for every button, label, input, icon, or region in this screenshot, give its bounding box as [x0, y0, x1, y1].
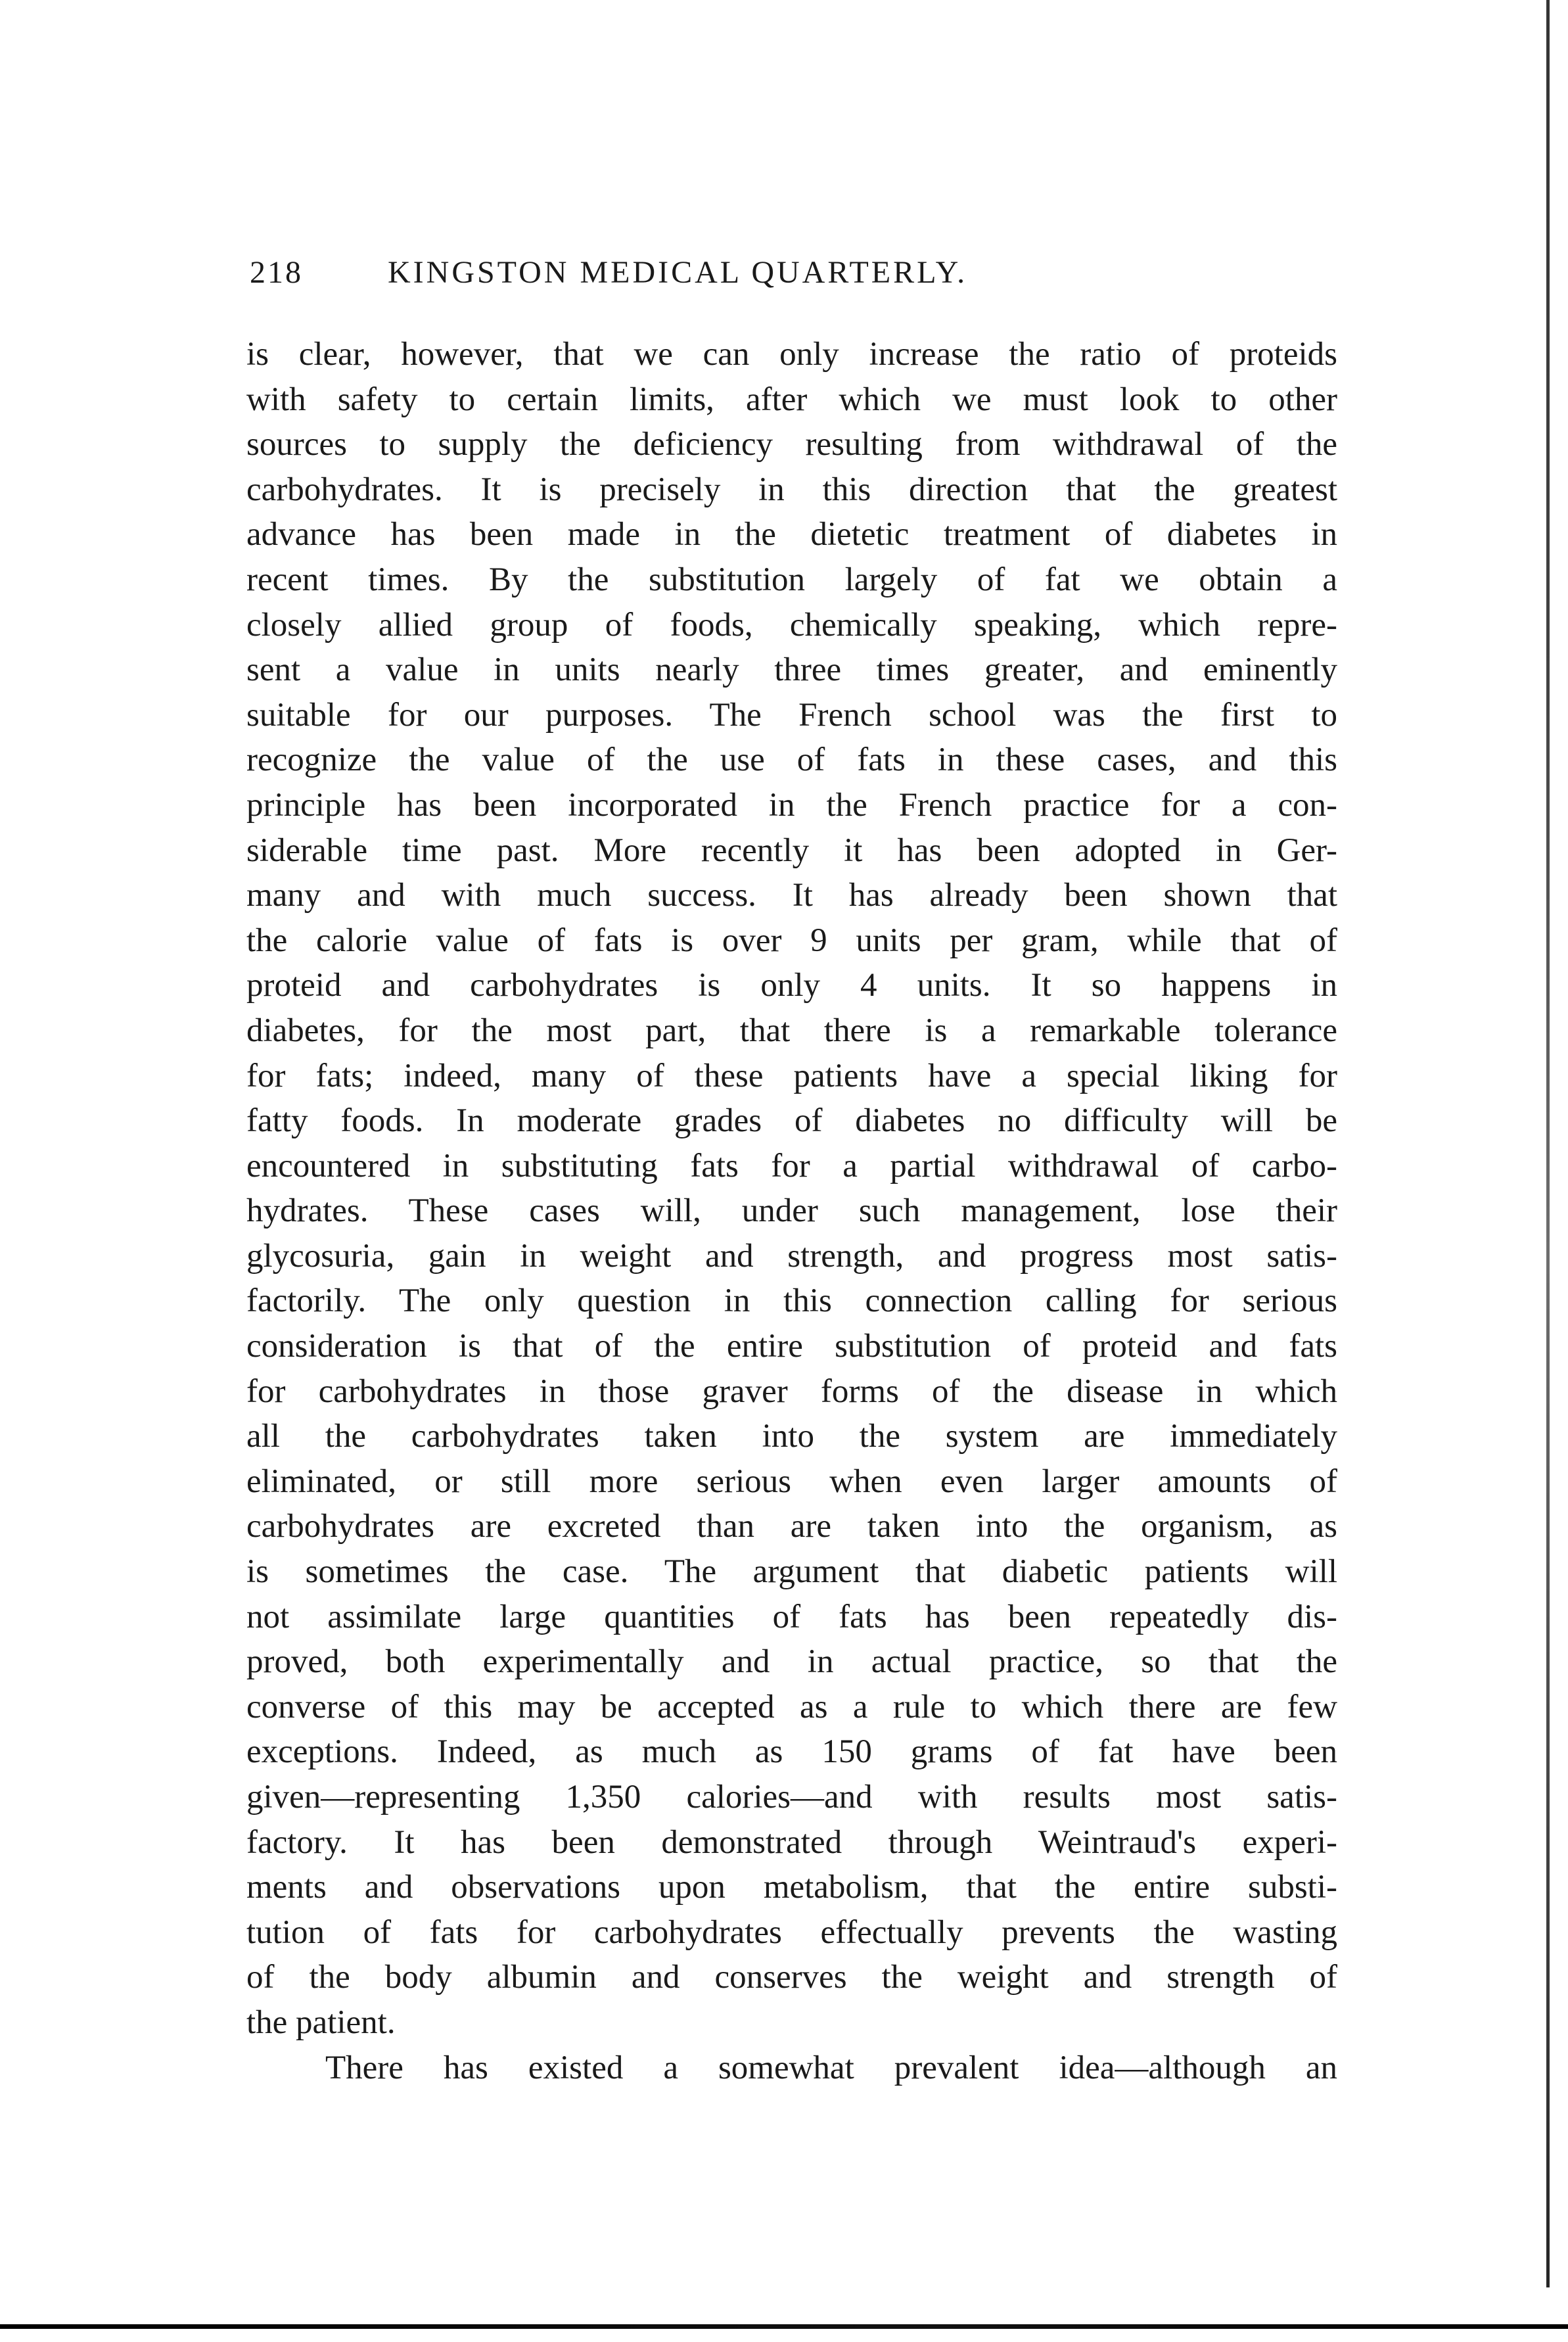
- text-line: fatty foods. In moderate grades of diabetes no difficulty will be: [246, 1102, 1337, 1140]
- text-line: for fats; indeed, many of these patients have a special liking for: [246, 1057, 1337, 1094]
- scan-right-edge-line: [1546, 0, 1550, 2287]
- text-line: principle has been incorporated in the French practice for a con-: [246, 786, 1337, 824]
- text-line: closely allied group of foods, chemically speaking, which repre-: [246, 606, 1337, 644]
- text-line: carbohydrates. It is precisely in this direction that the greatest: [246, 471, 1337, 508]
- text-line: ments and observations upon metabolism, that the entire substi-: [246, 1869, 1337, 1906]
- body-text: [246, 332, 1337, 2090]
- text-line-paragraph-start: There has existed a somewhat prevalent idea—although an: [325, 2049, 1337, 2086]
- text-line: the calorie value of fats is over 9 units per gram, while that of: [246, 922, 1337, 959]
- text-line: sent a value in units nearly three times greater, and eminently: [246, 651, 1337, 689]
- text-line: recognize the value of the use of fats in these cases, and this: [246, 741, 1337, 779]
- text-line: hydrates. These cases will, under such management, lose their: [246, 1192, 1337, 1230]
- text-line: diabetes, for the most part, that there is a remarkable tolerance: [246, 1012, 1337, 1049]
- text-line: exceptions. Indeed, as much as 150 grams of fat have been: [246, 1733, 1337, 1771]
- scan-bottom-edge-line: [0, 2324, 1568, 2329]
- text-line: converse of this may be accepted as a rule to which there are few: [246, 1688, 1337, 1725]
- text-line: is clear, however, that we can only increase the ratio of proteids: [246, 336, 1337, 373]
- text-line: recent times. By the substitution largely of fat we obtain a: [246, 561, 1337, 598]
- text-line: for carbohydrates in those graver forms of the disease in which: [246, 1372, 1337, 1410]
- text-line: advance has been made in the dietetic treatment of diabetes in: [246, 516, 1337, 553]
- text-line: given—representing 1,350 calories—and with results most satis-: [246, 1779, 1337, 1815]
- text-line: factorily. The only question in this connection calling for serious: [246, 1282, 1337, 1320]
- text-line: not assimilate large quantities of fats has been repeatedly dis-: [246, 1598, 1337, 1635]
- running-title: KINGSTON MEDICAL QUARTERLY.: [388, 255, 968, 290]
- page-number: 218: [250, 255, 303, 290]
- text-line-paragraph-end: the patient.: [246, 2003, 396, 2041]
- text-line: glycosuria, gain in weight and strength, and progress most satis-: [246, 1237, 1337, 1275]
- text-line: all the carbohydrates taken into the system are immediately: [246, 1418, 1337, 1455]
- text-line: many and with much success. It has already been shown that: [246, 877, 1337, 914]
- text-line: encountered in substituting fats for a partial withdrawal of carbo-: [246, 1147, 1337, 1184]
- text-line: is sometimes the case. The argument that diabetic patients will: [246, 1553, 1337, 1591]
- text-line: with safety to certain limits, after which we must look to other: [246, 381, 1337, 418]
- text-line: tution of fats for carbohydrates effectually prevents the wasting: [246, 1913, 1337, 1951]
- text-line: factory. It has been demonstrated through Weintraud's experi-: [246, 1823, 1337, 1861]
- page-header: [250, 253, 1327, 293]
- text-line: of the body albumin and conserves the weight and strength of: [246, 1959, 1337, 1996]
- text-line: suitable for our purposes. The French school was the first to: [246, 696, 1337, 734]
- text-line: sources to supply the deficiency resulting from withdrawal of the: [246, 426, 1337, 463]
- text-line: siderable time past. More recently it has been adopted in Ger-: [246, 831, 1337, 869]
- text-line: carbohydrates are excreted than are taken into the organism, as: [246, 1508, 1337, 1545]
- text-line: proved, both experimentally and in actual practice, so that the: [246, 1643, 1337, 1681]
- text-line: proteid and carbohydrates is only 4 units. It so happens in: [246, 967, 1337, 1004]
- text-line: eliminated, or still more serious when even larger amounts of: [246, 1463, 1337, 1500]
- text-line: consideration is that of the entire substitution of proteid and fats: [246, 1328, 1337, 1365]
